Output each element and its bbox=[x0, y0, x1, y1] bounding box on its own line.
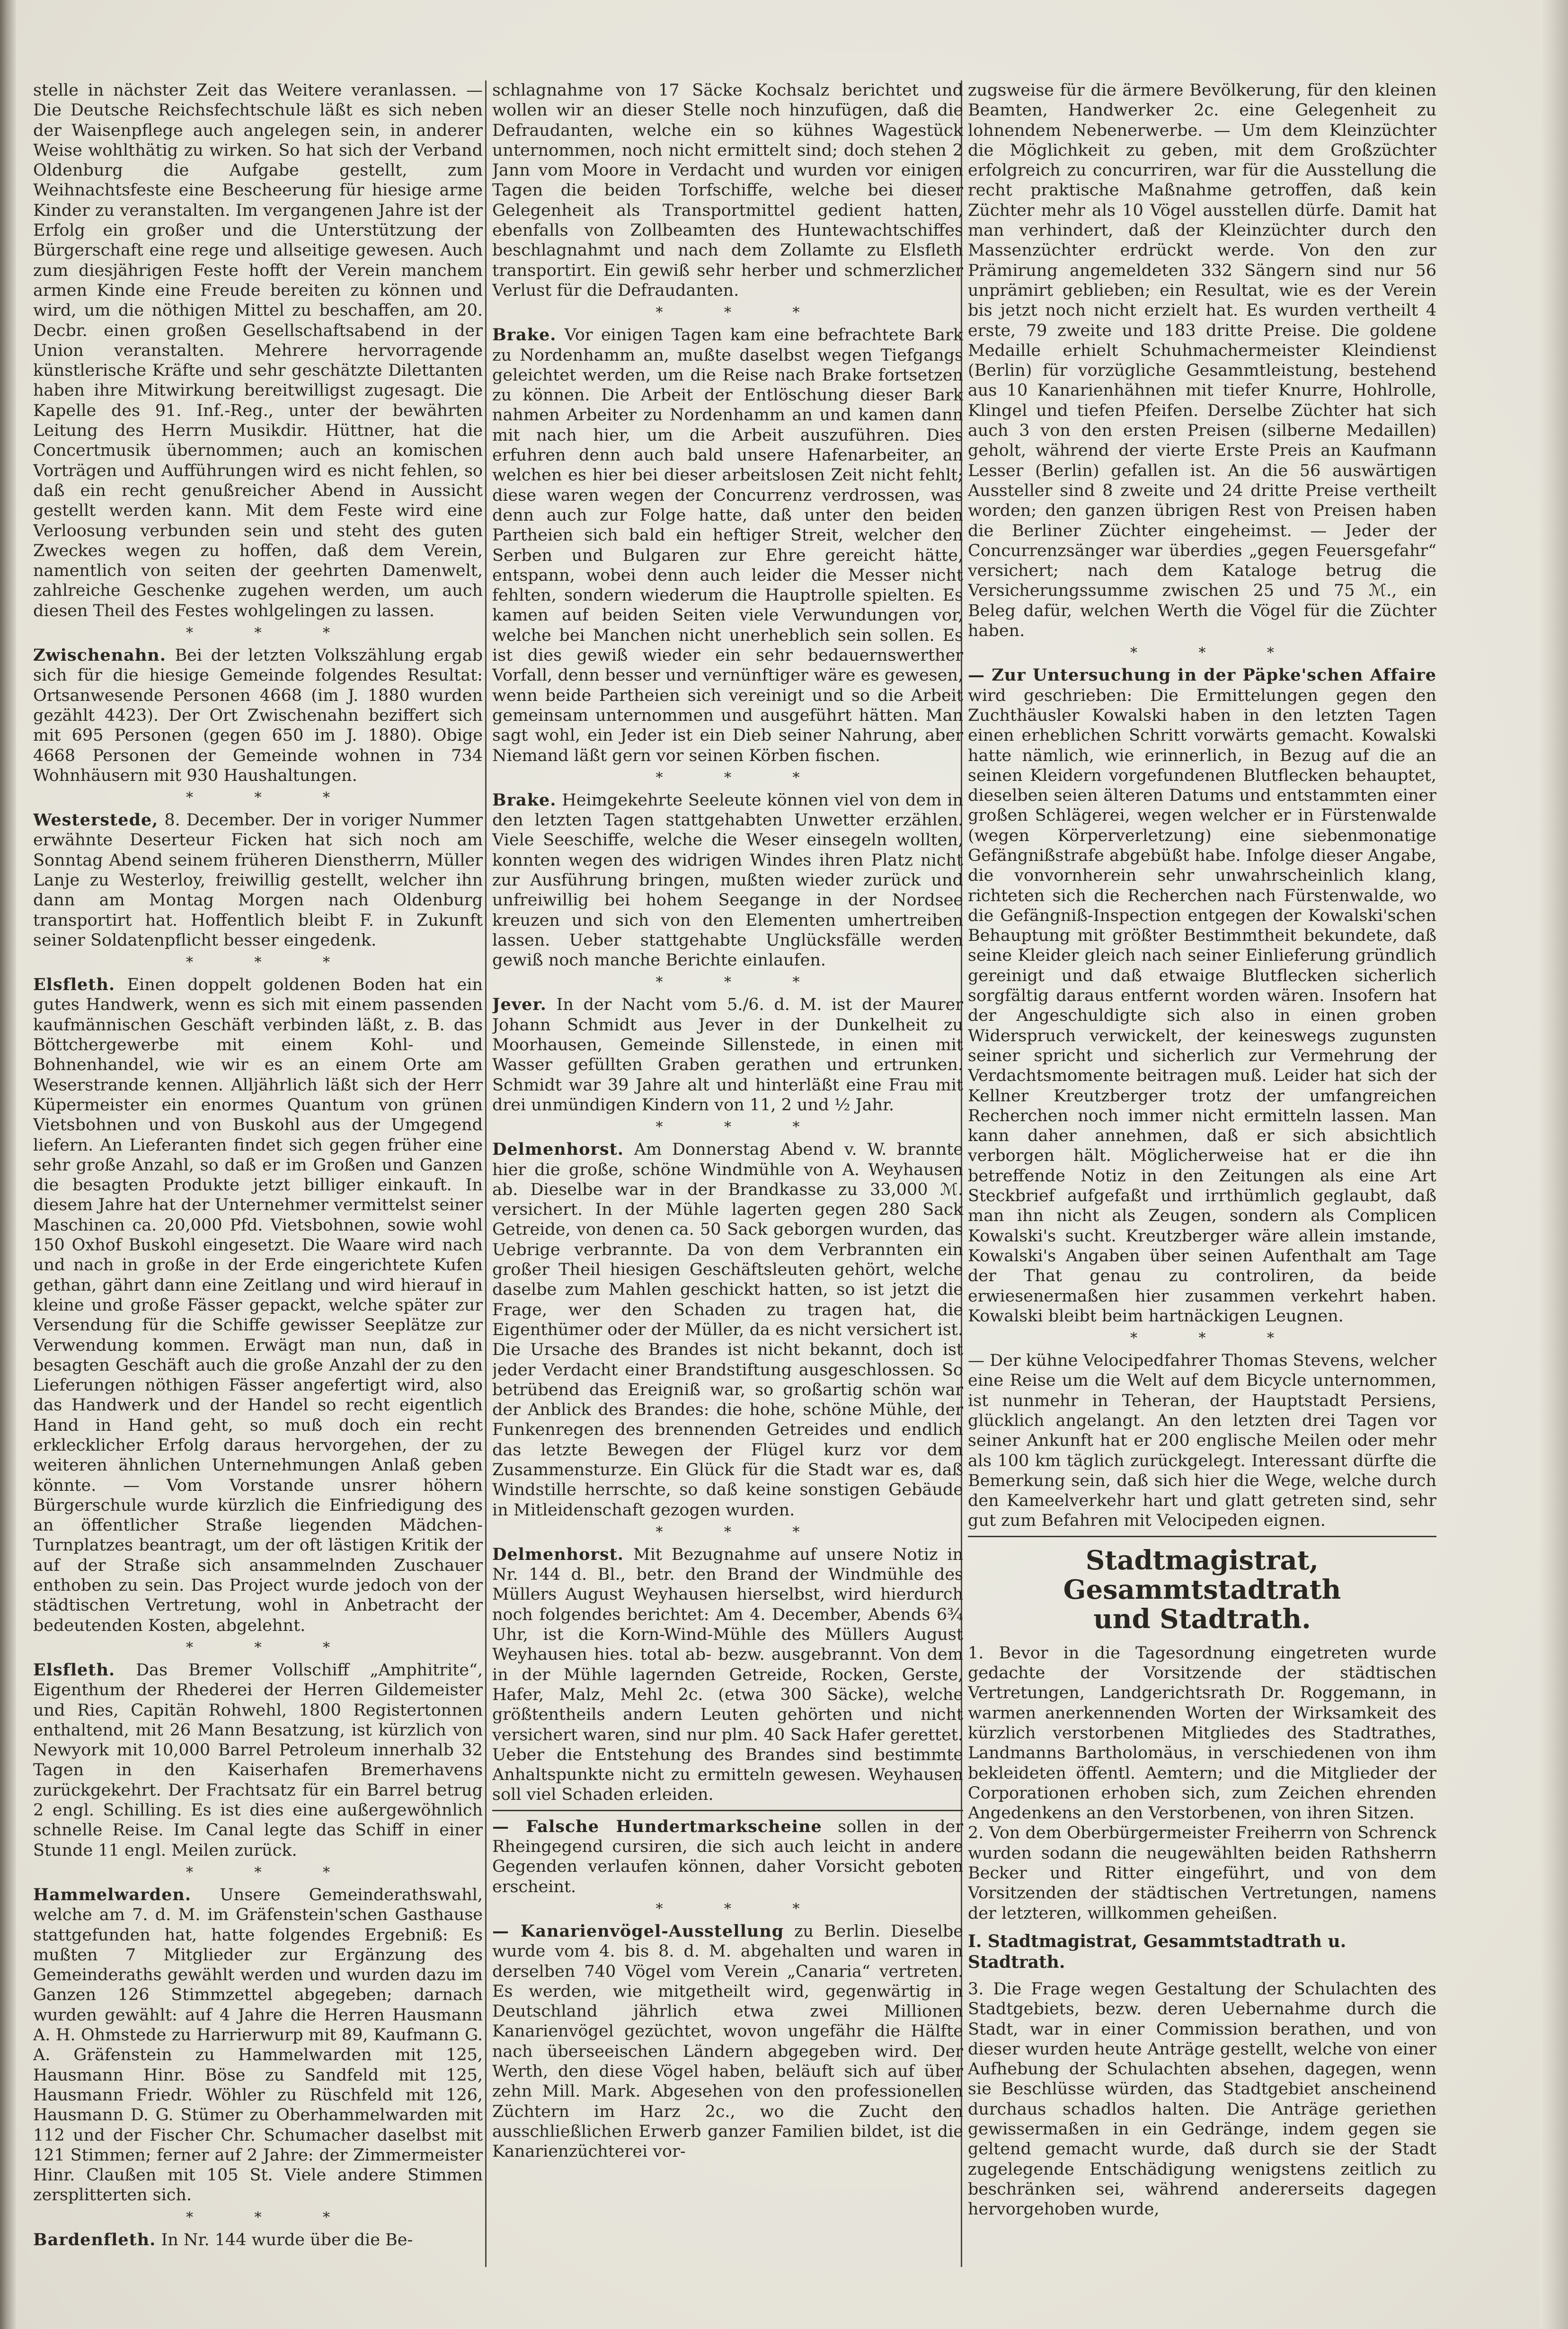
article-text: 1. Bevor in die Tagesordnung eingetreten wurde gedachte der Vorsitzende der städtischen Vertretungen, Landgerichtsrath Dr. Roggemann, in warmen anerkennenden Worten der Wirksamkeit des kürzlich verstorbenen Mitgliedes des Stadtrathes, Landmanns Bartholomäus, in verschiedenen von ihm bekleideten öffentl. Aemtern; und die Mitglieder der Corporationen erhoben sich, zum Zeichen ehrenden Angedenkens an den Verstorbenen, von ihren Sitzen. bbox=[968, 1643, 1436, 1823]
asterism-separator: * * * bbox=[186, 1639, 359, 1656]
article-text: In der Nacht vom 5./6. d. M. ist der Maurer Johann Schmidt aus Jever in der Dunkelheit zu Moorhausen, Gemeinde Sillenstede, in einen mit Wasser gefüllten Graben gerathen und ertrunken. Schmidt war 39 Jahre alt und hinterläßt eine Frau mit drei unmündigen Kindern von 11, 2 und ½ Jahr. bbox=[492, 995, 963, 1115]
article-dateline: Elsfleth. bbox=[33, 975, 115, 995]
asterism-separator: * * * bbox=[656, 974, 828, 991]
article-paragraph bbox=[492, 1140, 963, 1520]
asterism-separator: * * * bbox=[186, 954, 359, 971]
asterism-separator: * * * bbox=[1130, 1330, 1303, 1347]
article-dateline: Brake. bbox=[492, 790, 557, 810]
article-paragraph bbox=[968, 1979, 1436, 2220]
article-paragraph bbox=[492, 995, 963, 1115]
article-dateline: Delmenhorst. bbox=[492, 1140, 624, 1160]
article-dateline: Zwischenahn. bbox=[33, 646, 166, 665]
article-paragraph bbox=[968, 1351, 1436, 1531]
article-dateline: Delmenhorst. bbox=[492, 1544, 624, 1564]
article-text: 2. Von dem Oberbürgermeister Freiherrn von Schrenck wurden sodann die neugewählten beiden Rathsherrn Becker und Ritter eingeführt, und von dem Vorsitzenden der städtischen Vertretungen, namens der letzteren, willkommen geheißen. bbox=[968, 1824, 1436, 1923]
article-dateline: Jever. bbox=[492, 995, 547, 1015]
article-paragraph bbox=[968, 665, 1436, 1326]
asterism-separator: * * * bbox=[656, 769, 828, 786]
article-paragraph bbox=[968, 80, 1436, 641]
article-text: zugsweise für die ärmere Bevölkerung, für den kleinen Beamten, Handwerker 2c. eine Gelegenheit zu lohnendem Nebenerwerbe. — Um dem Kleinzüchter die Möglichkeit zu geben, mit dem Großzüchter erfolgreich zu concurriren, war für die Ausstellung die recht praktische Maßnahme getroffen, daß kein Züchter mehr als 10 Vögel ausstellen dürfe. Damit hat man verhindert, daß der Kleinzüchter durch den Massenzüchter erdrückt werde. Von den zur Prämirung angemeldeten 332 Sängern sind nur 56 unprämirt geblieben; ein Resultat, wie es der Verein bis jetzt noch nicht erzielt hat. Es wurden vertheilt 4 erste, 79 zweite und 183 dritte Preise. Die goldene Medaille erhielt Schuhmachermeister Kleindienst (Berlin) für vorzügliche Gesammtleistung, bestehend aus 10 Kanarienhähnen mit tiefer Knurre, Hohlrolle, Klingel und tiefen Pfeifen. Derselbe Züchter hat sich auch 3 von den ersten Preisen (silberne Medaillen) geholt, während der vierte Erste Preis an Kaufmann Lesser (Berlin) gefallen ist. An die 56 auswärtigen Aussteller sind 8 zweite und 24 dritte Preise vertheilt worden; den ganzen übrigen Rest von Preisen haben die Berliner Züchter eingeheimst. — Jeder der Concurrenzsänger war überdies „gegen Feuersgefahr“ versichert; nach dem Kataloge betrug die Versicherungssumme zwischen 25 und 75 ℳ., ein Beleg dafür, welchen Werth die Vögel für die Züchter haben. bbox=[968, 81, 1436, 641]
article-dateline: Westerstede, bbox=[33, 810, 159, 830]
column-rule-1 bbox=[485, 80, 487, 2267]
article-text: Unsere Gemeinderathswahl, welche am 7. d. M. im Gräfenstein'schen Gasthause stattgefunden hat, hatte folgendes Ergebniß: Es mußten 7 Mitglieder zur Ergänzung des Gemeinderaths gewählt werden und wurden dazu im Ganzen 126 Stimmzettel abgegeben; darnach wurden gewählt: auf 4 Jahre die Herren Hausmann A. H. Ohmstede zu Harrierwurp mit 89, Kaufmann G. A. Gräfenstein zu Hammelwarden mit 125, Hausmann Hinr. Böse zu Sandfeld mit 125, Hausmann Friedr. Wöhler zu Rüschfeld mit 126, Hausmann D. G. Stümer zu Oberhammelwarden mit 112 und der Fischer Chr. Schumacher daselbst mit 121 Stimmen; ferner auf 2 Jahre: der Zimmermeister Hinr. Claußen mit 105 St. Viele andere Stimmen zersplitterten sich. bbox=[33, 1885, 483, 2205]
asterism-separator: * * * bbox=[186, 625, 359, 642]
article-paragraph bbox=[492, 80, 963, 301]
article-text: wird geschrieben: Die Ermittelungen gegen den Zuchthäusler Kowalski haben in den letzten Tagen einen erheblichen Schritt vorwärts gemacht. Kowalski hatte nämlich, wie erinnerlich, in Bezug auf die an seinen Kleidern vorgefundenen Blutflecken behauptet, dieselben seien älteren Datums und entstammten einer großen Schlägerei, wegen welcher er in Fürstenwalde (wegen Körperverletzung) eine siebenmonatige Gefängnißstrafe abgebüßt habe. Infolge dieser Angabe, die vonvornherein sehr unwahrscheinlich klang, richteten sich die Recherchen nach Fürstenwalde, wo die Gefängniß-Inspection entgegen der Kowalski'schen Behauptung mit größter Bestimmtheit bekundete, daß seine Kleider gleich nach seiner Einlieferung gründlich gereinigt und daß etwaige Blutflecken sicherlich sorgfältig daraus entfernt worden wären. Insofern hat der Angeschuldigte sich also in einen groben Widerspruch verwickelt, der keineswegs zugunsten seiner spricht und sicherlich zur Vermehrung der Verdachtsmomente beitragen muß. Leider hat sich der Kellner Kreutzberger trotz der umfangreichen Recherchen noch immer nicht ermitteln lassen. Man kann daher annehmen, daß er sich absichtlich verborgen hält. Möglicherweise hat er die ihn betreffende Notiz in den Zeitungen als eine Art Steckbrief aufgefaßt und irrthümlich geglaubt, daß man ihn nicht als Zeugen, sondern als Complicen Kowalski's sucht. Kreutzberger wäre allein imstande, Kowalski's Angaben über seinen Aufenthalt am Tage der That genau zu controliren, da beide erwiesenermaßen hier zusammen verkehrt haben. Kowalski bleibt beim hartnäckigen Leugnen. bbox=[968, 686, 1436, 1326]
article-text: 8. December. Der in voriger Nummer erwähnte Deserteur Ficken hat sich noch am Sonntag Abend seinem früheren Dienstherrn, Müller Lanje zu Westerloy, freiwillig gestellt, welcher ihn dann am Montag Morgen nach Oldenburg transportirt hat. Hoffentlich bleibt F. in Zukunft seiner Soldatenpflicht besser eingedenk. bbox=[33, 811, 483, 950]
section-divider bbox=[968, 1536, 1436, 1537]
article-paragraph bbox=[492, 1545, 963, 1805]
article-text: In Nr. 144 wurde über die Be- bbox=[156, 2230, 413, 2249]
asterism-separator: * * * bbox=[186, 1864, 359, 1881]
article-dateline: Brake. bbox=[492, 325, 557, 345]
article-text: stelle in nächster Zeit das Weitere veranlassen. — Die Deutsche Reichsfechtschule läßt es sich neben der Waisenpflege auch angelegen sein, in anderer Weise wohlthätig zu wirken. So hat sich der Verband Oldenburg die Aufgabe gestellt, zum Weihnachtsfeste eine Bescheerung für hiesige arme Kinder zu veranstalten. Im vergangenen Jahre ist der Erfolg ein großer und die Unterstützung der Bürgerschaft eine rege und allseitige gewesen. Auch zum diesjährigen Feste hofft der Verein manchem armen Kinde eine Freude bereiten zu können und wird, um die nöthigen Mittel zu beschaffen, am 20. Decbr. einen großen Gesellschaftsabend in der Union veranstalten. Mehrere hervorragende künstlerische Kräfte und sehr geschätzte Dilettanten haben ihre Mitwirkung bereitwilligst zugesagt. Die Kapelle des 91. Inf.-Reg., unter der bewährten Leitung des Herrn Musikdir. Hüttner, hat die Concertmusik übernommen; auch an komischen Vorträgen und Aufführungen wird es nicht fehlen, so daß ein recht genußreicher Abend in Aussicht gestellt werden kann. Mit dem Feste wird eine Verloosung verbunden sein und steht des guten Zweckes wegen zu hoffen, daß dem Verein, namentlich von seiten der geehrten Damenwelt, zahlreiche Geschenke zugehen werden, um auch diesen Theil des Festes wohlgelingen zu lassen. bbox=[33, 81, 483, 620]
section-heading bbox=[968, 1546, 1436, 1634]
asterism-separator: * * * bbox=[1130, 645, 1303, 662]
asterism-separator: * * * bbox=[186, 789, 359, 806]
article-text: Am Donnerstag Abend v. W. brannte hier die große, schöne Windmühle von A. Weyhausen ab. Dieselbe war in der Brandkasse zu 33,000 ℳ. versichert. In der Mühle lagerten gegen 280 Sack Getreide, von denen ca. 50 Sack geborgen wurden, das Uebrige verbrannte. Da von dem Verbrannten ein großer Theil hiesigen Geschäftsleuten gehört, welche daselbe zum Mahlen geschickt hatten, so ist jetzt die Frage, wer den Schaden zu tragen hat, die Eigenthümer oder der Müller, da es nicht versichert ist. Die Ursache des Brandes ist nicht bekannt, doch ist jeder Verdacht einer Brandstiftung ausgeschlossen. So betrübend das Ereigniß war, so großartig schön war der Anblick des Brandes: die hohe, schöne Mühle, der Funkenregen des brennenden Getreides und endlich das letzte Bewegen der Flügel kurz vor dem Zusammensturze. Ein Glück für die Stadt war es, daß Windstille herrschte, so daß keine sonstigen Gebäude in Mitleidenschaft gezogen wurden. bbox=[492, 1140, 963, 1520]
article-text: schlagnahme von 17 Säcke Kochsalz berichtet und wollen wir an dieser Stelle noch hinzufügen, daß die Defraudanten, welche ein so kühnes Wagestück unternommen, noch nicht ermittelt sind; doch stehen 2 Jann vom Moore in Verdacht und wurden vor einigen Tagen die beiden Torfschiffe, welche bei dieser Gelegenheit als Transportmittel gedient hatten, ebenfalls von Zollbeamten des Huntewachtschiffes beschlagnahmt und nach dem Zollamte zu Elsfleth transportirt. Ein gewiß sehr herber und schmerzlicher Verlust für die Defraudanten. bbox=[492, 81, 963, 300]
article-paragraph bbox=[33, 646, 483, 786]
column-2 bbox=[492, 80, 963, 2267]
section-heading-line: Stadtmagistrat, Gesammtstadtrath bbox=[1063, 1544, 1341, 1605]
article-paragraph bbox=[968, 1643, 1436, 1824]
column-1 bbox=[33, 80, 483, 2267]
article-text: Bei der letzten Volkszählung ergab sich für die hiesige Gemeinde folgendes Resultat: Ortsanwesende Personen 4668 (im J. 1880 wurden gezählt 4423). Der Ort Zwischenahn beziffert sich mit 695 Personen (gegen 650 im J. 1880). Obige 4668 Personen der Gemeinde wohnen in 734 Wohnhäusern mit 930 Haushaltungen. bbox=[33, 646, 483, 785]
article-dateline: Elsfleth. bbox=[33, 1660, 115, 1680]
article-text: Heimgekehrte Seeleute können viel von dem in den letzten Tagen stattgehabten Unwetter erzählen. Viele Seeschiffe, welche die Weser einsegeln wollten, konnten wegen des widrigen Windes ihren Platz nicht zur Ausführung bringen, mußten wieder zurück und unfreiwillig bei hohem Seegange in der Nordsee kreuzen und sich von den Elementen umhertreiben lassen. Ueber stattgehabte Unglücksfälle werden gewiß noch manche Berichte einlaufen. bbox=[492, 790, 963, 970]
page-edge bbox=[1540, 0, 1568, 2329]
article-dateline: — Falsche Hundertmarkscheine bbox=[492, 1816, 822, 1836]
article-dateline: — Zur Untersuchung in der Päpke'schen Affaire bbox=[968, 665, 1436, 685]
article-text: Mit Bezugnahme auf unsere Notiz in Nr. 144 d. Bl., betr. den Brand der Windmühle des Müllers August Weyhausen hierselbst, wird hierdurch noch folgendes berichtet: Am 4. December, Abends 6¾ Uhr, ist die Korn-Wind-Mühle des Müllers August Weyhausen hies. total ab- bezw. ausgebrannt. Von dem in der Mühle lagernden Getreide, Rocken, Gerste, Hafer, Malz, Mehl 2c. (etwa 300 Säcke), welche größtentheils andern Leuten gehörten und nicht versichert waren, sind nur plm. 40 Sack Hafer gerettet. Ueber die Entstehung des Brandes sind bestimmte Anhaltspunkte nicht zu ermitteln gewesen. Weyhausen soll viel Schaden erleiden. bbox=[492, 1545, 963, 1805]
section-divider bbox=[492, 1810, 963, 1811]
article-text: Vor einigen Tagen kam eine befrachtete Bark zu Nordenhamm an, mußte daselbst wegen Tiefgangs geleichtet werden, um die Reise nach Brake fortsetzen zu können. Die Arbeit der Entlöschung dieser Bark nahmen Arbeiter zu Nordenhamm an und kamen dann mit nach hier, um die Arbeit auszuführen. Dies erfuhren denn auch bald unsere Hafenarbeiter, an welchen es hier bei dieser arbeitslosen Zeit nicht fehlt; diese waren wegen der Concurrenz verdrossen, was denn auch zur Folge hatte, daß unter den beiden Partheien sich bald ein heftiger Streit, welcher den Serben und Bulgaren zur Ehre gereicht hätte, entspann, wobei denn auch leider die Messer nicht fehlten, sondern wiederum die Hauptrolle spielten. Es kamen auf beiden Seiten viele Verwundungen vor, welche bei Manchen nicht unerheblich sein sollen. Es ist dies gewiß wieder ein sehr bedauernswerther Vorfall, denn besser und vernünftiger wäre es gewesen, wenn beide Partheien sich vereinigt und so die Arbeit gemeinsam unternommen und ausgeführt hätten. Man sagt wohl, ein Jeder ist ein Dieb seiner Nahrung, aber Niemand läßt gern vor seinen Körben fischen. bbox=[492, 326, 963, 765]
article-text: Einen doppelt goldenen Boden hat ein gutes Handwerk, wenn es sich mit einem passenden kaufmännischen Geschäft verbinden läßt, z. B. das Böttchergewerbe mit einem Kohl- und Bohnenhandel, wie wir es an einem Orte am Weserstrande kennen. Alljährlich läßt sich der Herr Küpermeister ein enormes Quantum von grünen Vietsbohnen und von Buskohl aus der Umgegend liefern. An Lieferanten findet sich gegen früher eine sehr große Anzahl, so daß er im Großen und Ganzen die besagten Produkte jetzt billiger einkauft. In diesem Jahre hat der Unternehmer vermittelst seiner Maschinen ca. 20,000 Pfd. Vietsbohnen, sowie wohl 150 Oxhof Buskohl eingesetzt. Die Waare wird nach und nach in große in der Erde eingerichtete Kufen gethan, gährt dann eine Zeitlang und wird hierauf in kleine und große Fässer gepackt, welche später zur Versendung für die Schiffe gewisser Seeplätze zur Verwendung kommen. Erwägt man nun, daß in besagten Geschäft auch die große Anzahl der zu den Lieferungen nöthigen Fässer angefertigt wird, also das Handwerk und der Handel so recht eigentlich Hand in Hand geht, so muß doch ein recht erklecklicher Erfolg daraus hervorgehen, der zu weiteren ähnlichen Unternehmungen Anlaß geben könnte. — Vom Vorstande unsrer höhern Bürgerschule wurde kürzlich die Einfriedigung des an öffentlicher Straße liegenden Mädchen-Turnplatzes beantragt, um der oft lästigen Kritik der auf der Straße sich ansammelnden Zuschauer enthoben zu sein. Das Project wurde jedoch von der städtischen Vertretung, wohl in Anbetracht der bedeutenden Kosten, abgelehnt. bbox=[33, 975, 483, 1635]
article-paragraph bbox=[968, 1823, 1436, 1923]
article-text: — Der kühne Velocipedfahrer Thomas Stevens, welcher eine Reise um die Welt auf dem Bicycle unternommen, ist nunmehr in Teheran, der Hauptstadt Persiens, glücklich angelangt. An den letzten drei Tagen vor seiner Ankunft hat er 200 englische Meilen oder mehr als 100 km täglich zurückgelegt. Interessant dürfte die Bemerkung sein, daß sich hier die Wege, welche durch den Kameelverkehr hart und glatt getreten sind, sehr gut zum Befahren mit Velocipeden eignen. bbox=[968, 1351, 1436, 1531]
asterism-separator: * * * bbox=[656, 1119, 828, 1136]
article-text: sollen in der Rheingegend cursiren, die sich auch leicht in andere Gegenden verlaufen können, daher Vorsicht geboten erscheint. bbox=[492, 1817, 963, 1896]
article-text: Das Bremer Vollschiff „Amphitrite“, Eigenthum der Rhederei der Herren Gildemeister und Ries, Capitän Rohwehl, 1800 Registertonnen enthaltend, mit 26 Mann Besatzung, ist kürzlich von Newyork mit 10,000 Barrel Petroleum innerhalb 32 Tagen in den Kaiserhafen Bremerhavens zurückgekehrt. Der Frachtsatz für ein Barrel betrug 2 engl. Schilling. Es ist dies eine außergewöhnlich schnelle Reise. Im Canal legte das Schiff in einer Stunde 11 engl. Meilen zurück. bbox=[33, 1660, 483, 1860]
article-paragraph bbox=[492, 1817, 963, 1897]
article-paragraph bbox=[492, 1922, 963, 2162]
column-3 bbox=[968, 80, 1436, 2267]
article-paragraph bbox=[33, 810, 483, 950]
asterism-separator: * * * bbox=[656, 1523, 828, 1541]
article-paragraph bbox=[33, 1660, 483, 1860]
article-paragraph bbox=[33, 2230, 483, 2250]
article-text: zu Berlin. Dieselbe wurde vom 4. bis 8. d. M. abgehalten und waren in derselben 740 Vögel vom Verein „Canaria“ vertreten. Es werden, wie mitgetheilt wird, gegenwärtig in Deutschland jährlich etwa zwei Millionen Kanarienvögel gezüchtet, wovon ungefähr die Hälfte nach überseeischen Ländern abgegeben wird. Der Werth, den diese Vögel haben, beläuft sich auf über zehn Mill. Mark. Abgesehen von den professionellen Züchtern im Harz 2c., wo die Zucht den ausschließlichen Erwerb ganzer Familien bildet, ist die Kanarienzüchterei vor- bbox=[492, 1922, 963, 2161]
article-paragraph bbox=[33, 975, 483, 1636]
article-paragraph bbox=[33, 80, 483, 621]
asterism-separator: * * * bbox=[656, 1900, 828, 1917]
article-dateline: Hammelwarden. bbox=[33, 1885, 191, 1904]
article-paragraph bbox=[492, 325, 963, 766]
article-paragraph bbox=[492, 790, 963, 971]
article-dateline: Bardenfleth. bbox=[33, 2230, 156, 2249]
article-dateline: — Kanarienvögel-Ausstellung bbox=[492, 1921, 784, 1941]
asterism-separator: * * * bbox=[186, 2209, 359, 2226]
subsection-heading: I. Stadtmagistrat, Gesammtstadtrath u. Stadtrath. bbox=[968, 1931, 1347, 1972]
asterism-separator: * * * bbox=[656, 304, 828, 321]
page-binding-shadow bbox=[0, 0, 16, 2329]
section-heading-line: und Stadtrath. bbox=[1093, 1603, 1311, 1635]
article-paragraph bbox=[33, 1885, 483, 2205]
article-text: 3. Die Frage wegen Gestaltung der Schulachten des Stadtgebiets, bezw. deren Uebernahme durch die Stadt, war in einer Commission berathen, und von dieser wurden heute Anträge gestellt, welche von einer Aufhebung der Schulachten absehen, dagegen, wenn sie Beschlüsse würden, das Stadtgebiet anscheinend durchaus schadlos halten. Die Anträge geriethen gewissermaßen in ein Gedränge, indem gegen sie geltend gemacht wurde, daß durch sie der Stadt zugelegende Entschädigung wenigstens zeitlich zu beschränken sei, während andererseits dagegen hervorgehoben wurde, bbox=[968, 1979, 1436, 2219]
